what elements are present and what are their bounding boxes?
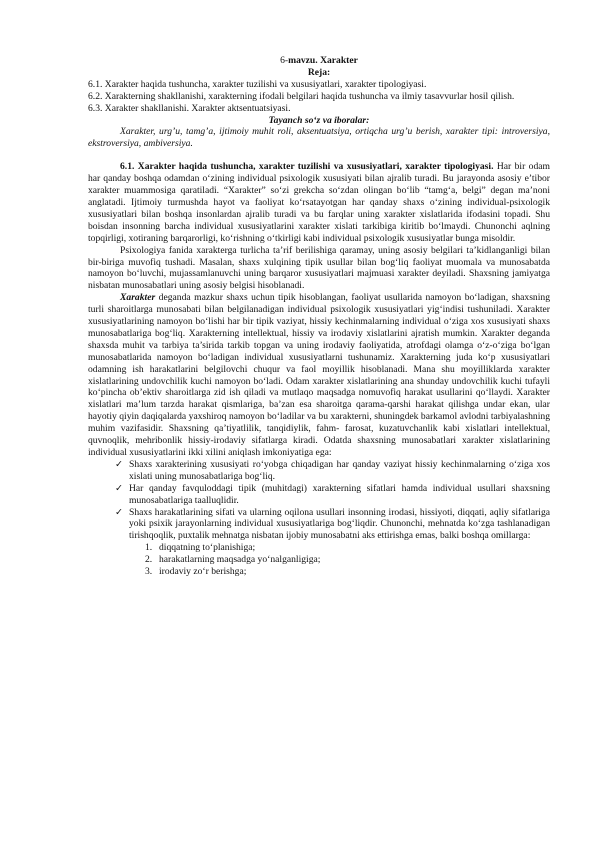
spacer — [88, 150, 550, 161]
term-xarakter: Xarakter — [120, 292, 156, 304]
plan-item-3: 6.3. Xarakter shakllanishi. Xarakter aktsentuatsiyasi. — [88, 102, 291, 114]
plan-item-2: 6.2. Xarakterning shakllanishi, xarakterning ifodali belgilari haqida tushuncha va ilmiy tasavvurlar hosil qilish. — [88, 90, 515, 102]
item-text: harakatlarning maqsadga yo‘nalganligiga; — [159, 554, 321, 566]
paragraph-3-text: deganda mazkur shaxs uchun tipik hisoblangan, faoliyat usullarida namoyon bo‘ladigan, shaxsning turli sharoitlarga munosabati bilan belgilanadigan individual psixologik xususiyatlari yig‘indisi tushuniladi. Xarakter xususiyatlarining namoyon bo‘lishi har bir tipik vaziyat, hissiy kechinmalarning individual o‘ziga xos xususiyati shaxs munosabatlariga bog‘liq. Xarakterning intellektual, hissiy va irodaviy xislatlarini ajratish mumkin. Xarakter deganda shaxsda muhit va tarbiya ta’sirida tarkib topgan va uning irodaviy faoliyatida, atrofdagi olamga o‘z-o‘ziga bo‘lgan munosabatlarida namoyon bo‘ladigan individual xususiyatlarni tushunamiz. Xarakterning juda ko‘p xususiyatlari odamning ish harakatlarini belgilovchi chuqur va faol moyillik hisoblanadi. Mana shu moyilliklarda xarakter xislatlarining undovchilik kuchi namoyon bo‘ladi. Odam xarakter xislatlarining ana shunday undovchilik kuchi tufayli ko‘pincha ob’ektiv sharoitlarga zid ish qiladi va mutlaqo maqsadga nomuvofiq harakat usullarini qo‘llaydi. Xarakter xislatlari ma’lum tarzda harakat qismlariga, ba’zan esa sharoitga qarama-qarshi harakat qilishga undar ekan, ular hayotiy qiyin daqiqalarda yaxshiroq namoyon bo‘ladilar va bu xarakterni, shuningdek barkamol avlodni tarbiyalashning muhim vazifasidir. Shaxsning qa’tiyatlilik, tanqidiylik, fahm- farosat, kuzatuvchanlik kabi xislatlari intellektual, quvnoqlik, mehribonlik hissiy-irodaviy sifatlarga kiradi. Odatda shaxsning munosabatlari xarakter xislatlarining individual xususiyatlarini ikki xilini aniqlash imkoniyatiga ega: — [88, 292, 550, 458]
numbered-item-2 — [88, 554, 550, 566]
section-heading: 6.1. Xarakter haqida tushuncha, xarakter tuzilishi va xususiyatlari, xarakter tipologiyasi. — [120, 161, 494, 173]
item-number: 2. — [145, 554, 153, 566]
numbered-item-1 — [88, 542, 550, 554]
checkmark-icon: ✓ — [115, 458, 124, 470]
plan-item-1: 6.1. Xarakter haqida tushuncha, xarakter tuzilishi va xususiyatlari, xarakter tipologiyasi. — [88, 78, 427, 90]
section-paragraph-1 — [88, 161, 550, 244]
paragraph-2: Psixologiya fanida xarakterga turlicha ta’rif berilishiga qaramay, uning asosiy belgilari ta’kidlanganligi bilan bir-biriga muvofiq tushadi. Masalan, shaxs xulqining tipik usullar bilan bog‘liq faoliyat muomala va munosabatda namoyon bo‘luvchi, mujassamlanuvchi uning barqaror xususiyatlari majmuasi xarakter deyiladi. Shaxsning jamiyatga nisbatan munosabatlari uning asosiy belgisi hisoblanadi. — [88, 244, 550, 292]
item-text: irodaviy zo‘r berishga; — [159, 566, 247, 578]
topic-title — [88, 55, 550, 67]
check-item-2 — [88, 483, 550, 507]
check-item-3 — [88, 507, 550, 543]
numbered-item-3 — [88, 566, 550, 578]
check-item-text: Har qanday favquloddagi tipik (muhitdagi) xarakterning sifatlari hamda individual usullari shaxsning munosabatlariga taalluqlidir. — [129, 482, 550, 506]
keywords-text: Xarakter, urg’u, tamg’a, ijtimoiy muhit roli, aksentuatsiya, ortiqcha urg’u berish, xarakter tipi: introversiya, ekstroversiya, ambiversiya. — [88, 126, 550, 150]
checkmark-icon: ✓ — [115, 482, 124, 494]
document-page — [88, 55, 550, 578]
keywords-heading: Tayanch so‘z va iboralar: — [268, 114, 370, 126]
check-item-text: Shaxs xarakterining xususiyati ro‘yobga chiqadigan har qanday vaziyat hissiy kechinmalarning o‘ziga xos xislati uning munosabatlariga bog‘liq. — [129, 458, 550, 482]
checkmark-icon: ✓ — [115, 506, 124, 518]
check-item-1 — [88, 459, 550, 483]
check-item-text: Shaxs harakatlarining sifati va ularning oqilona usullari insonning irodasi, hissiyoti, diqqati, aqliy sifatlariga yoki psixik jarayonlarning individual xususiyatlariga bog‘liqdir. Chunonchi, mehnatda ko‘zga tashlanadigan tirishqoqlik, puxtalik mehnatga nisbatan ijobiy munosabatni aks ettirishga emas, balki boshqa omillarga: — [129, 506, 550, 542]
item-number: 3. — [145, 566, 153, 578]
item-text: diqqatning to‘planishiga; — [159, 542, 256, 554]
topic-name: mavzu. Xarakter — [288, 55, 358, 66]
section-text: Har bir odam har qanday boshqa odamdan o‘zining individual psixologik xususiyati bilan ajralib turadi. Bu jarayonda asosiy e’tibor xarakter muammosiga qaratiladi. “Xarakter” so‘zi grekcha so‘zdan olingan bo‘lib “tamg‘a, belgi” degan ma’noni anglatadi. Ijtimoiy turmushda hayot va faoliyat ko‘rsatayotgan har qanday shaxs o‘zining individual-psixologik xususiyatlari bilan boshqa insonlardan ajralib turadi va bu farqlar uning xarakter xislatlarida ifodasini topadi. Shu boisdan insonning barcha individual xususiyatlarini xarakter xislati tarkibiga kiritib bo‘lmaydi. Chunonchi aqlning topqirligi, xotiraning barqarorligi, ko‘rishning o‘tkirligi kabi individual psixologik xususiyatlar bunga misoldir. — [88, 161, 550, 244]
paragraph-3 — [88, 292, 550, 459]
topic-number: 6- — [280, 55, 289, 66]
item-number: 1. — [145, 542, 153, 554]
plan-heading: Reja: — [307, 66, 331, 78]
